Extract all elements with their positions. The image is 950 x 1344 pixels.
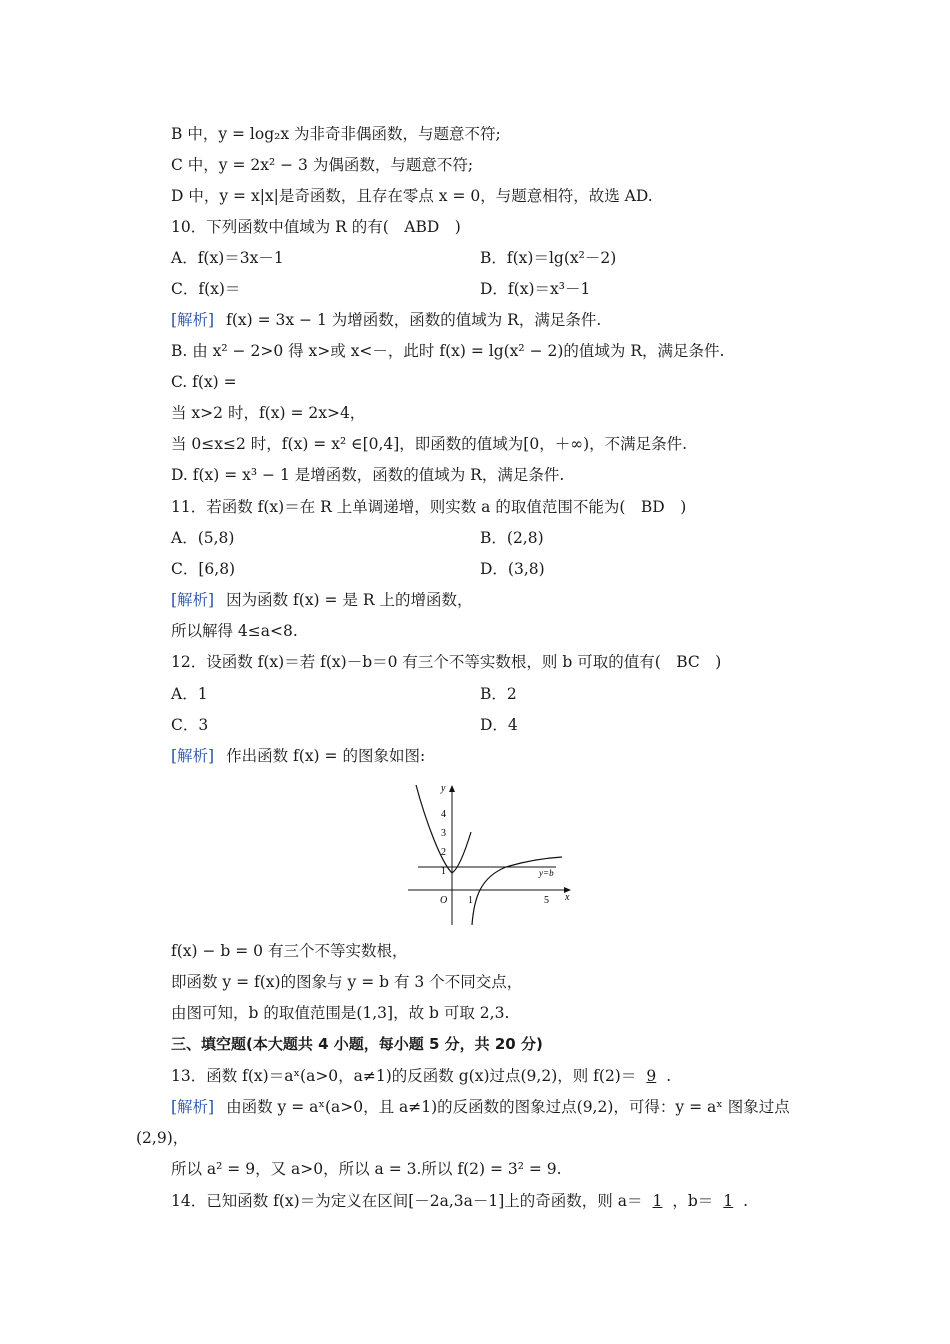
line-y-equals-b-label: y=b: [539, 868, 554, 878]
q13-end: .: [666, 1067, 672, 1085]
q13-solution-1: [171, 1097, 790, 1117]
origin-label: O: [440, 895, 448, 906]
question-13: [171, 1066, 671, 1086]
q12-solution-2: f(x) − b = 0 有三个不等实数根，: [171, 942, 408, 960]
q11-option-b: B．(2,8): [480, 529, 544, 547]
solution-text: 由函数 y = aˣ(a>0，且 a≠1)的反函数的图象过点(9,2)，可得：y = aˣ 图象过点: [226, 1098, 790, 1116]
q12-option-c: C．3: [171, 716, 209, 734]
q11-option-a: A．(5,8): [171, 529, 235, 547]
q14-answer-b: 1: [723, 1192, 734, 1210]
q14-end: .: [743, 1192, 749, 1210]
solution-tag: [解析]: [171, 747, 215, 765]
q11-option-c: C．[6,8): [171, 560, 236, 578]
q12-option-b: B．2: [480, 685, 517, 703]
function-graph: [406, 777, 576, 927]
q10-solution-6: D. f(x) = x³ − 1 是增函数，函数的值域为 R，满足条件.: [171, 466, 565, 484]
section-3-heading: 三、填空题(本大题共 4 小题，每小题 5 分，共 20 分): [171, 1035, 543, 1053]
q13-solution-2: (2,9)，: [136, 1129, 189, 1147]
solution-text: f(x) = 3x − 1 为增函数，函数的值域为 R，满足条件.: [226, 311, 602, 329]
question-11: 11．若函数 f(x)＝在 R 上单调递增，则实数 a 的取值范围不能为( BD ): [171, 498, 687, 516]
q14-answer-a: 1: [652, 1192, 663, 1210]
q10-solution-1: [171, 310, 601, 330]
q12-solution-1: [171, 746, 425, 766]
question-10: 10．下列函数中值域为 R 的有( ABD ): [171, 218, 461, 236]
q11-solution-2: 所以解得 4≤a<8.: [171, 622, 298, 640]
exponential-curve-left: [416, 785, 452, 873]
q12-option-a: A．1: [171, 685, 208, 703]
q13-solution-3: 所以 a² = 9，又 a>0，所以 a = 3.所以 f(2) = 3² = 9.: [171, 1160, 562, 1178]
x-axis-label: x: [565, 892, 570, 903]
solution-tag: [解析]: [171, 591, 215, 609]
q12-solution-4: 由图可知，b 的取值范围是(1,3]，故 b 可取 2,3.: [171, 1004, 510, 1022]
text-line-3: D 中，y = x|x|是奇函数，且存在零点 x = 0，与题意相符，故选 AD.: [171, 187, 653, 205]
question-12: 12．设函数 f(x)＝若 f(x)－b＝0 有三个不等实数根，则 b 可取的值有( BC ): [171, 653, 722, 671]
solution-text: 作出函数 f(x) = 的图象如图:: [226, 747, 426, 765]
q11-option-d: D．(3,8): [480, 560, 545, 578]
question-14: [171, 1191, 748, 1211]
x-tick-5: 5: [544, 895, 549, 906]
q14-text: 14．已知函数 f(x)＝为定义在区间[－2a,3a－1]上的奇函数，则 a＝: [171, 1192, 643, 1210]
y-tick-3: 3: [441, 828, 446, 839]
q10-solution-5: 当 0≤x≤2 时，f(x) = x² ∈[0,4]，即函数的值域为[0，＋∞)，不满足条件.: [171, 435, 688, 453]
q13-text: 13．函数 f(x)＝aˣ(a>0，a≠1)的反函数 g(x)过点(9,2)，则 f(2)＝: [171, 1067, 637, 1085]
q10-option-d: D．f(x)＝x³－1: [480, 280, 591, 298]
x-tick-1: 1: [468, 895, 473, 906]
q14-mid: ，b＝: [672, 1192, 714, 1210]
q12-option-d: D．4: [480, 716, 518, 734]
q10-option-a: A．f(x)＝3x－1: [171, 249, 284, 267]
q10-solution-4: 当 x>2 时，f(x) = 2x>4，: [171, 404, 366, 422]
q10-solution-3: C. f(x) =: [171, 373, 237, 391]
y-tick-4: 4: [441, 809, 446, 820]
solution-tag: [解析]: [171, 311, 215, 329]
q10-option-b: B．f(x)＝lg(x²－2): [480, 249, 617, 267]
q12-solution-3: 即函数 y = f(x)的图象与 y = b 有 3 个不同交点，: [171, 973, 523, 991]
y-tick-1: 1: [441, 866, 446, 877]
q10-option-c: C．f(x)＝: [171, 280, 241, 298]
solution-tag: [解析]: [171, 1098, 215, 1116]
y-tick-2: 2: [441, 847, 446, 858]
text-line-2: C 中，y = 2x² − 3 为偶函数，与题意不符;: [171, 156, 474, 174]
text-line-1: B 中，y = log₂x 为非奇非偶函数，与题意不符;: [171, 125, 501, 143]
y-axis-label: y: [441, 783, 446, 794]
q10-solution-2: B. 由 x² − 2>0 得 x>或 x<－，此时 f(x) = lg(x² − 2)的值域为 R，满足条件.: [171, 342, 725, 360]
solution-text: 因为函数 f(x) = 是 R 上的增函数，: [226, 591, 473, 609]
y-axis-arrow: [449, 785, 455, 792]
q11-solution-1: [171, 590, 472, 610]
q13-answer: 9: [646, 1067, 657, 1085]
